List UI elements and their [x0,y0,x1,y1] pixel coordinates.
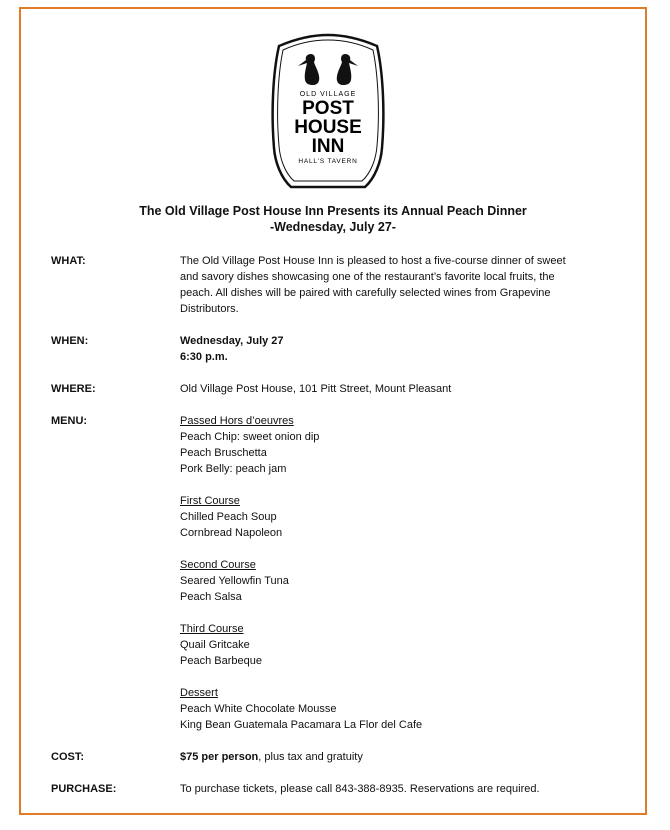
course-heading: First Course [180,495,240,507]
when-time: 6:30 p.m. [180,351,228,363]
purchase-label: PURCHASE: [51,783,117,795]
where-value: Old Village Post House, 101 Pitt Street, Mount Pleasant [180,383,452,395]
menu-item: Pork Belly: peach jam [180,463,287,475]
menu-item: Peach Salsa [180,591,242,603]
menu-item: Chilled Peach Soup [180,511,277,523]
cost-price: $75 per person [180,751,259,763]
menu-label: MENU: [51,415,88,427]
when-label: WHEN: [51,335,89,347]
menu-item: Quail Gritcake [180,639,250,651]
logo-line-inn: INN [311,136,345,157]
menu-item: Peach Chip: sweet onion dip [180,431,320,443]
what-line: Distributors. [180,303,239,315]
what-label: WHAT: [51,255,86,267]
cost-label: COST: [51,751,84,763]
menu-item: Cornbread Napoleon [180,527,283,539]
post-house-inn-logo [271,32,385,190]
menu-item: King Bean Guatemala Pacamara La Flor del Cafe [180,719,423,731]
where-label: WHERE: [51,383,96,395]
course-heading: Third Course [180,623,244,635]
menu-item: Peach White Chocolate Mousse [180,703,337,715]
menu-item: Seared Yellowfin Tuna [180,575,289,587]
when-date: Wednesday, July 27 [180,335,284,347]
menu-spacer [180,669,610,685]
event-date-heading: -Wednesday, July 27- [270,220,396,234]
course-heading: Dessert [180,687,218,699]
what-line: peach. All dishes will be paired with carefully selected wines from Grapevine [180,287,551,299]
menu-item: Peach Bruschetta [180,447,267,459]
cost-value [180,749,610,765]
logo-line-house: HOUSE [294,117,362,138]
course-heading: Second Course [180,559,256,571]
menu-item: Peach Barbeque [180,655,262,667]
event-title: The Old Village Post House Inn Presents its Annual Peach Dinner [139,204,527,218]
logo-bottom-text: HALL'S TAVERN [298,158,358,165]
what-line: and savory dishes showcasing one of the restaurant’s favorite local fruits, the [180,271,555,283]
when-value [180,333,610,365]
cost-extra: , plus tax and gratuity [258,751,363,763]
logo-crest [271,32,385,190]
menu-spacer [180,541,610,557]
logo-line-post: POST [302,98,354,119]
what-line: The Old Village Post House Inn is pleased to host a five-course dinner of sweet [180,255,566,267]
purchase-value: To purchase tickets, please call 843-388-8935. Reservations are required. [180,783,540,795]
menu-spacer [180,605,610,621]
course-heading: Passed Hors d’oeuvres [180,415,294,427]
what-description [180,253,610,317]
logo-top-text: OLD VILLAGE [299,91,357,98]
menu-list [180,413,610,733]
menu-spacer [180,477,610,493]
